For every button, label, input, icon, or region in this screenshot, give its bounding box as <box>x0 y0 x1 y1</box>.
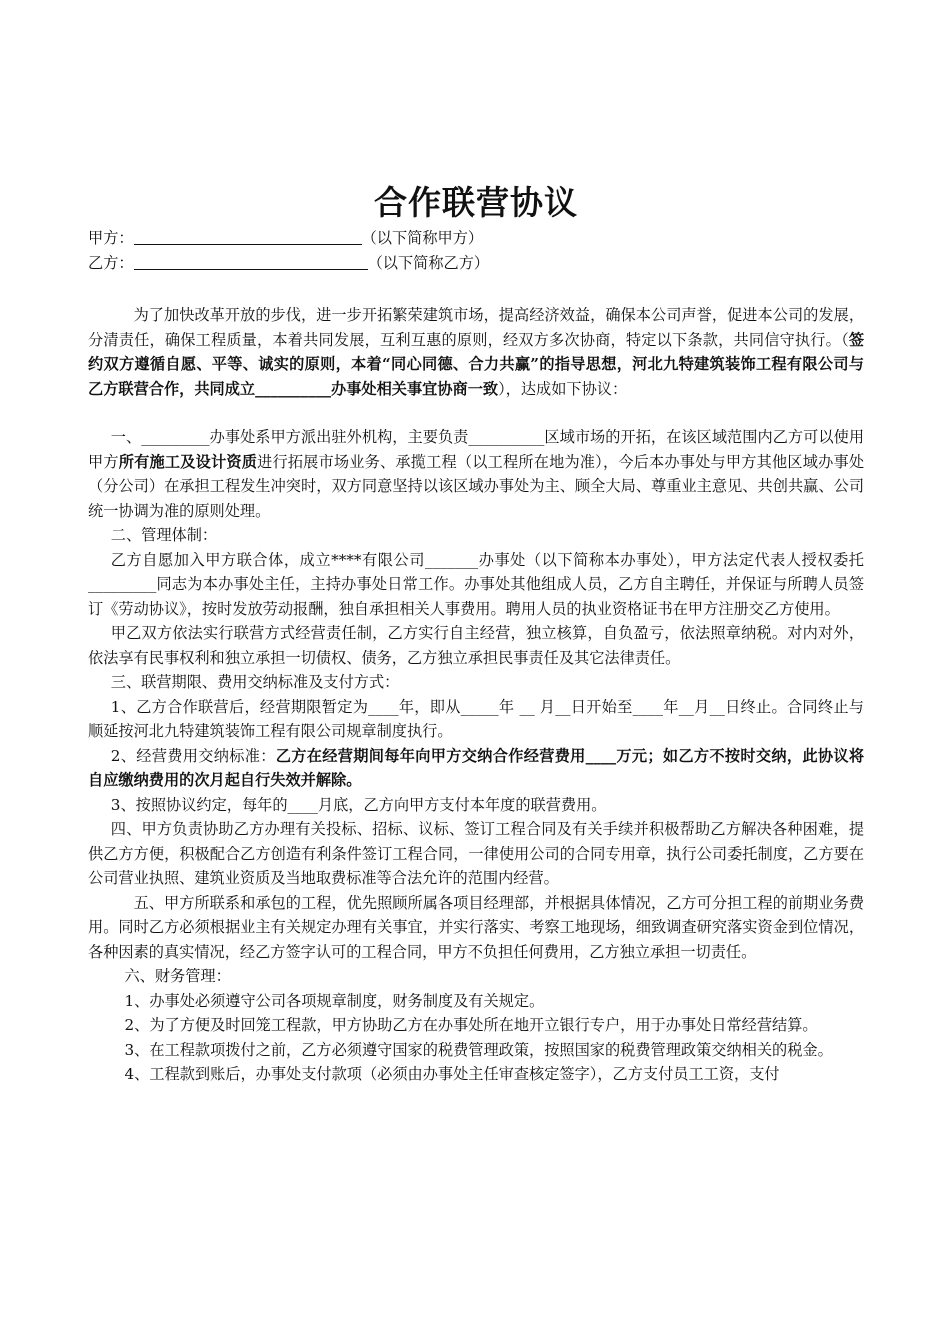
intro-bold: 签约双方遵循自愿、平等、诚实的原则，本着“同心同德、合力共赢”的指导思想，河北九特建筑装饰工程有限公司与乙方联营合作，共同成立__________办事处相关事宜协商一致 <box>88 330 864 398</box>
section-1 <box>88 425 864 523</box>
party-b-blank[interactable] <box>134 254 368 270</box>
section-2-para-2: 甲乙双方依法实行联营方式经营责任制，乙方实行自主经营，独立核算，自负盈亏，依法照章纳税。对内对外，依法享有民事权利和独立承担一切债权、债务，乙方独立承担民事责任及其它法律责任。 <box>88 624 864 667</box>
section-3-item-2 <box>88 744 864 793</box>
section-3-item-1: 1、乙方合作联营后，经营期限暂定为____年，即从_____年 __ 月__日开始至____年__月__日终止。合同终止与顺延按河北九特建筑装饰工程有限公司规章制度执行。 <box>88 697 864 740</box>
section-3-item-2-bold: 乙方在经营期间每年向甲方交纳合作经营费用____万元；如乙方不按时交纳，此协议将自应缴纳费用的次月起自行失效并解除。 <box>88 746 865 789</box>
section-4: 四、甲方负责协助乙方办理有关投标、招标、议标、签订工程合同及有关手续并积极帮助乙方解决各种困难，提供乙方方便，积极配合乙方创造有利条件签订工程合同，一律使用公司的合同专用章，执行公司委托制度，乙方要在公司营业执照、建筑业资质及当地取费标准等合法允许的范围内经营。 <box>88 820 864 887</box>
section-1-bold: 所有施工及设计资质 <box>118 452 258 471</box>
section-6-heading: 六、财务管理： <box>124 967 231 985</box>
intro-paragraph <box>88 303 864 401</box>
party-a-line <box>88 226 864 251</box>
section-1-a: 一、_________办事处系甲方派出驻外机构，主要负责__________区域市场的开拓，在该区域范围内乙方可以使用甲方 <box>88 428 864 471</box>
section-3-heading: 三、联营期限、费用交纳标准及支付方式： <box>110 673 400 691</box>
party-a-label: 甲方： <box>88 229 134 247</box>
section-6-item-1: 1、办事处必须遵守公司各项规章制度，财务制度及有关规定。 <box>124 991 545 1010</box>
section-1-b: 进行拓展市场业务、承揽工程（以工程所在地为准），今后本办事处与甲方其他区域办事处（分公司）在承担工程发生冲突时，双方同意坚持以该区域办事处为主、顾全大局、尊重业主意见、共创共赢、公司统一协调为准的原则处理。 <box>88 452 865 520</box>
section-6-item-3: 3、在工程款项拨付之前，乙方必须遵守国家的税费管理政策，按照国家的税费管理政策交纳相关的税金。 <box>124 1040 833 1059</box>
section-5: 五、甲方所联系和承包的工程，优先照顾所属各项目经理部，并根据具体情况，乙方可分担工程的前期业务费用。同时乙方必须根据业主有关规定办理有关事宜，并实行落实、考察工地现场，细致调查研究落实资金到位情况，各种因素的真实情况，经乙方签字认可的工程合同，甲方不负担任何费用，乙方独立承担一切责任。 <box>88 893 864 961</box>
party-b-label: 乙方： <box>88 253 134 272</box>
party-b-line <box>88 251 864 276</box>
section-6-item-2: 2、为了方便及时回笼工程款，甲方协助乙方在办事处所在地开立银行专户，用于办事处日常经营结算。 <box>124 1016 818 1034</box>
intro-end: ），达成如下协议： <box>498 379 628 398</box>
section-6-item-4: 4、工程款到账后，办事处支付款项（必须由办事处主任审查核定签字），乙方支付员工工资，支付 <box>124 1065 780 1083</box>
section-2-para-1: 乙方自愿加入甲方联合体，成立****有限公司_______办事处（以下简称本办事处），甲方法定代表人授权委托_________同志为本办事处主任，主持办事处日常工作。办事处其他组成人员，乙方自主聘任，并保证与所聘人员签订《劳动协议》，按时发放劳动报酬，独自承担相关人事费用。聘用人员的执业资格证书在甲方注册交乙方使用。 <box>88 550 864 618</box>
document-title: 合作联营协议 <box>374 183 578 222</box>
section-3-item-2-label: 2、经营费用交纳标准： <box>110 746 276 765</box>
intro-plain: 为了加快改革开放的步伐，进一步开拓繁荣建筑市场，提高经济效益，确保本公司声誉，促进本公司的发展，分清责任，确保工程质量，本着共同发展，互利互惠的原则，经双方多次协商，特定以下条款，共同信守执行。（ <box>88 306 864 349</box>
section-2-heading: 二、管理体制： <box>110 526 218 544</box>
document-page <box>88 180 864 1087</box>
party-b-suffix: （以下简称乙方） <box>367 253 490 272</box>
section-3-item-3: 3、按照协议约定，每年的____月底，乙方向甲方支付本年度的联营费用。 <box>110 795 607 814</box>
party-a-suffix: （以下简称甲方） <box>361 229 484 247</box>
party-a-blank[interactable] <box>134 229 362 245</box>
